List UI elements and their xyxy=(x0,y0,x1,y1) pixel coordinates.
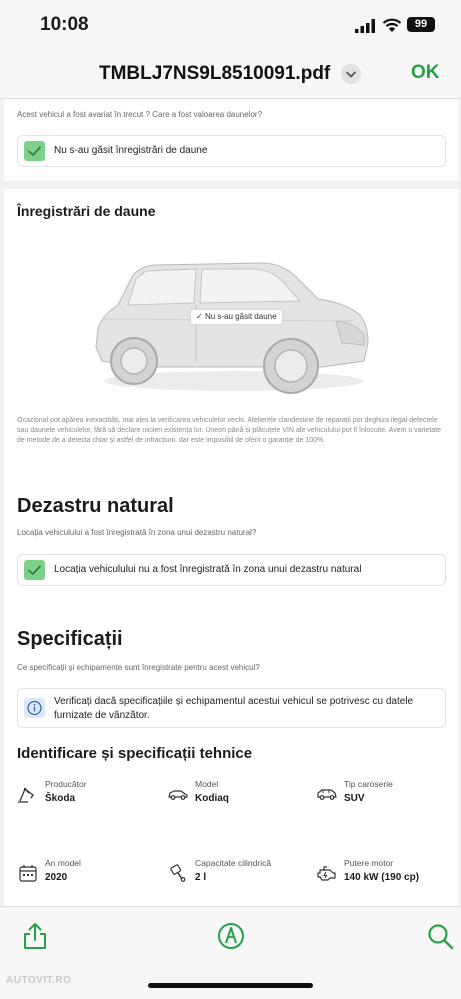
info-icon xyxy=(24,698,45,718)
damage-result-label: Nu s-au găsit înregistrări de daune xyxy=(54,145,208,156)
spec-producer-label: Producător xyxy=(45,779,87,789)
damage-disclaimer: Ocazional pot apărea inexactități, mai ales la verificarea vehiculelor vechi. Atelierele clandestine de reparații pot deghiza ilegal defectele sau daunele vehiculelor, fără să declare niciieri existența lor. Uneori până și plăcuțele VIN ale vehiculului pot fi înlocuite. Avem o varietate de metode de a detecta chiar și astfel de infracțiuni, dar este imposibil de oferit o garanție de 100%. xyxy=(17,417,442,444)
spec-model-year-label: An model xyxy=(45,858,81,868)
spec-model-year-value: 2020 xyxy=(45,872,68,883)
watermark: AUTOVIT.RO xyxy=(6,975,72,986)
cellular-signal-icon xyxy=(355,19,375,33)
spec-model-year xyxy=(17,858,157,890)
status-time: 10:08 xyxy=(40,14,89,35)
calendar-icon xyxy=(17,864,39,882)
natural-disaster-result xyxy=(17,554,446,586)
spec-engine-capacity-label: Capacitate cilindrică xyxy=(195,858,272,868)
spec-model-label: Model xyxy=(195,779,219,789)
no-damage-tag: ✓ Nu s-au găsit daune xyxy=(190,309,283,325)
check-icon xyxy=(24,560,45,580)
wifi-icon xyxy=(382,17,402,33)
damage-result xyxy=(17,135,446,167)
no-damage-tag-label: Nu s-au găsit daune xyxy=(204,312,277,321)
specifications-info-text: Verificați dacă specificațiile și echipamentul acestui vehicul se potrivesc cu datele furnizate de vânzător. xyxy=(54,696,414,721)
share-icon[interactable] xyxy=(22,921,48,951)
car-body-icon xyxy=(316,785,338,803)
technical-heading: Identificare și specificații tehnice xyxy=(17,745,253,762)
car-icon xyxy=(167,785,189,803)
spec-engine-power-value: 140 kW (190 cp) xyxy=(344,872,420,883)
chevron-down-icon xyxy=(341,64,361,84)
spec-engine-capacity-value: 2 l xyxy=(195,872,207,883)
document-title[interactable]: TMBLJ7NS9L8510091.pdf xyxy=(99,63,331,84)
crane-icon xyxy=(17,785,39,803)
natural-disaster-question: Locația vehiculului a fost înregistrată în zona unui dezastru natural? xyxy=(17,528,257,537)
damage-history-card xyxy=(4,99,458,181)
markup-icon[interactable] xyxy=(217,922,245,950)
spec-body-type-label: Tip caroserie xyxy=(344,779,393,789)
ok-button[interactable]: OK xyxy=(411,62,440,83)
specifications-heading: Specificații xyxy=(17,628,123,650)
report-details-card xyxy=(4,189,458,906)
spec-engine-power xyxy=(316,858,456,890)
search-icon[interactable] xyxy=(427,923,454,950)
spec-producer xyxy=(17,779,157,811)
document-nav-bar xyxy=(0,50,461,99)
spec-body-type-value: SUV xyxy=(344,793,365,804)
natural-disaster-result-label: Locația vehiculului nu a fost înregistrată în zona unui dezastru natural xyxy=(54,564,362,575)
specifications-info xyxy=(17,688,446,728)
specifications-question: Ce specificații și echipamente sunt înregistrate pentru acest vehicul? xyxy=(17,663,260,672)
technical-specs-card xyxy=(4,841,458,906)
piston-icon xyxy=(167,864,189,882)
spec-engine-capacity xyxy=(167,858,307,890)
spec-producer-value: Škoda xyxy=(45,793,76,804)
spec-engine-power-label: Putere motor xyxy=(344,858,394,868)
battery-indicator: 99 xyxy=(407,17,435,32)
spec-model xyxy=(167,779,307,811)
document-content[interactable] xyxy=(0,99,461,906)
engine-icon xyxy=(316,864,338,882)
check-icon xyxy=(24,141,45,161)
status-bar xyxy=(0,0,461,50)
damage-question: Acest vehicul a fost avariat în trecut ? Care a fost valoarea daunelor? xyxy=(17,110,263,119)
natural-disaster-heading: Dezastru natural xyxy=(17,495,174,517)
home-indicator[interactable] xyxy=(148,983,313,988)
title-menu-button[interactable] xyxy=(341,64,361,84)
spec-body-type xyxy=(316,779,456,811)
damage-records-heading: Înregistrări de daune xyxy=(17,203,156,219)
spec-model-value: Kodiaq xyxy=(195,793,229,804)
